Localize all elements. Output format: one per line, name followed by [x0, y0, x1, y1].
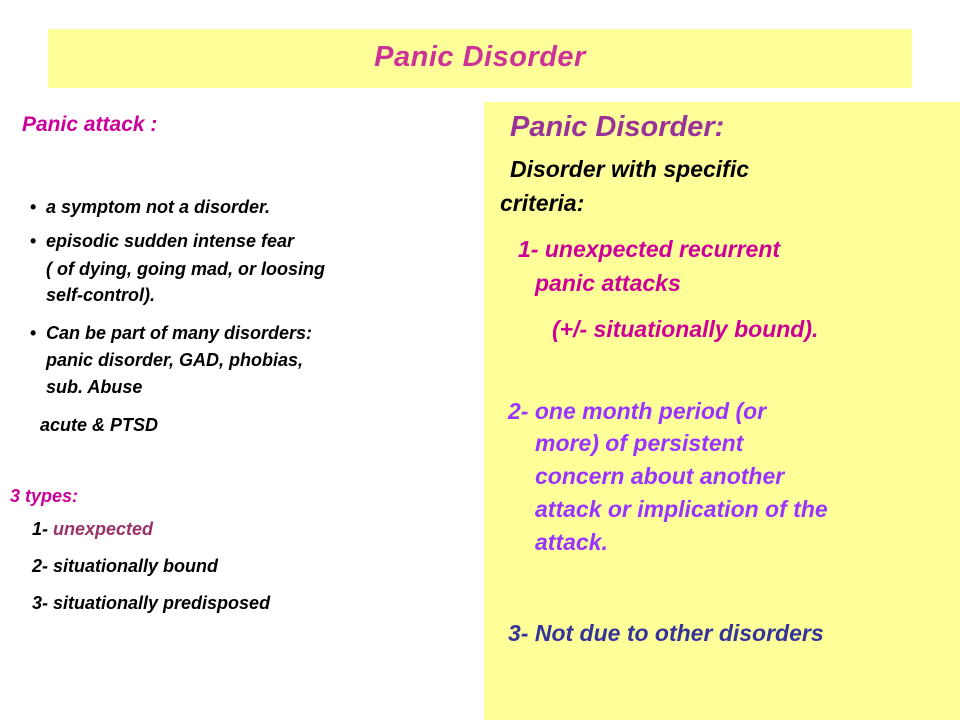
- type-item: [32, 593, 270, 614]
- criterion-1-line: (+/- situationally bound).: [552, 316, 819, 342]
- criterion-2-line: concern about another: [535, 463, 785, 489]
- criterion-2-line: attack or implication of the: [535, 496, 828, 522]
- type-label: situationally predisposed: [53, 593, 271, 613]
- type-number: 3-: [32, 593, 54, 613]
- type-number: 2-: [32, 556, 54, 576]
- panic-disorder-heading: Panic Disorder:: [510, 111, 725, 143]
- bullet-dot-icon: •: [30, 323, 37, 343]
- bullet-text: panic disorder, GAD, phobias,: [46, 350, 304, 370]
- type-label: unexpected: [53, 519, 154, 539]
- intro-line: criteria:: [500, 190, 585, 216]
- bullet-text: sub. Abuse: [46, 377, 143, 397]
- bullet-text: self-control).: [46, 285, 156, 305]
- criterion-2-line: 2- one month period (or: [508, 398, 767, 424]
- criterion-3-line: 3- Not due to other disorders: [508, 620, 824, 646]
- panic-attack-heading: Panic attack :: [22, 113, 158, 136]
- type-label: situationally bound: [53, 556, 219, 576]
- type-number: 1-: [32, 519, 54, 539]
- criterion-2-line: attack.: [535, 529, 608, 555]
- bullet-text: a symptom not a disorder.: [46, 197, 271, 217]
- slide-title: Panic Disorder: [374, 41, 586, 73]
- title-bar: [48, 29, 912, 88]
- bullet-text: ( of dying, going mad, or loosing: [46, 259, 325, 279]
- type-item: [32, 556, 218, 577]
- type-item: [32, 519, 153, 540]
- criterion-1-line: 1- unexpected recurrent: [518, 236, 781, 262]
- acute-ptsd-line: acute & PTSD: [40, 415, 159, 435]
- types-heading: 3 types:: [10, 486, 79, 506]
- bullet-dot-icon: •: [30, 197, 37, 217]
- criterion-2-line: more) of persistent: [535, 430, 744, 456]
- bullet-dot-icon: •: [30, 231, 37, 251]
- bullet-text: episodic sudden intense fear: [46, 231, 295, 251]
- intro-line: Disorder with specific: [510, 156, 750, 182]
- criterion-1-line: panic attacks: [535, 270, 681, 296]
- bullet-text: Can be part of many disorders:: [46, 323, 313, 343]
